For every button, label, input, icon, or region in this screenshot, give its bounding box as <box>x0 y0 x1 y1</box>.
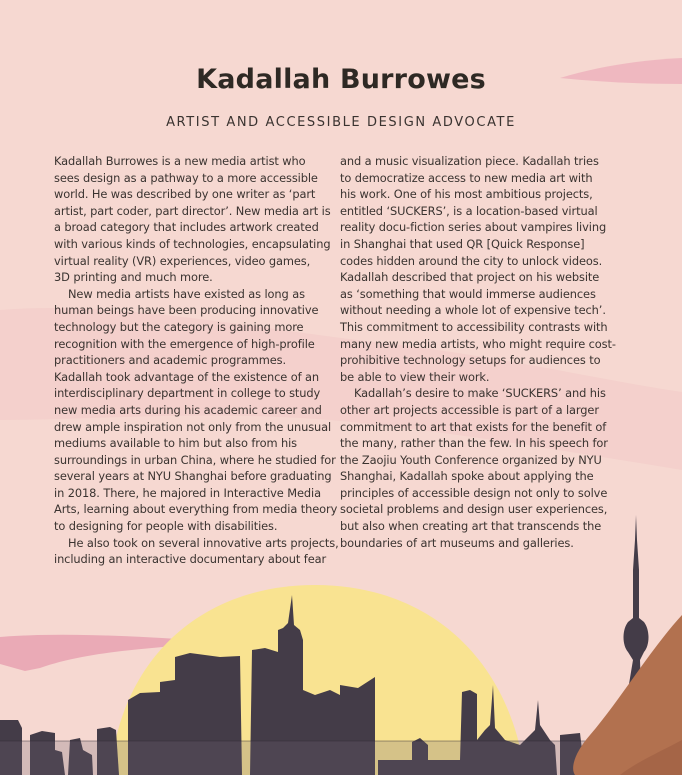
article-text-line: the Zaojiu Youth Conference organized by NYU <box>340 452 602 467</box>
article-text-line: a broad category that includes artwork created <box>54 220 319 235</box>
article-text-line: Arts, learning about everything from media theory <box>54 502 338 517</box>
article-text-line: 3D printing and much more. <box>54 270 213 285</box>
article-text-line: societal problems and design user experiences, <box>340 502 608 517</box>
article-text-line: in 2018. There, he majored in Interactive Media <box>54 485 321 500</box>
article-text-line: human beings have been producing innovative <box>54 303 319 318</box>
article-text-line: with various kinds of technologies, encapsulating <box>54 236 331 251</box>
article-text-line: entitled ‘SUCKERS’, is a location-based virtual <box>340 203 598 218</box>
article-text-line: surroundings in urban China, where he studied for <box>54 452 336 467</box>
article-text-line: as ‘something that would immerse audiences <box>340 286 596 301</box>
article-text-line: mediums available to him but also from his <box>54 436 298 451</box>
article-text-line: artist, part coder, part director’. New media art is <box>54 203 331 218</box>
article-text-line: his work. One of his most ambitious projects, <box>340 187 593 202</box>
article-text-line: but also when creating art that transcends the <box>340 519 602 534</box>
page-title: Kadallah Burrowes <box>196 64 486 95</box>
article-text-line: other art projects accessible is part of a larger <box>340 402 599 417</box>
article-text-line: technology but the category is gaining more <box>54 319 304 334</box>
article-text-line: many new media artists, who might require cost- <box>340 336 616 351</box>
article-text-line: Shanghai, Kadallah spoke about applying the <box>340 469 594 484</box>
article-text-line: He also took on several innovative arts projects, <box>68 535 339 550</box>
article-column-right <box>340 153 630 551</box>
article-text-line: boundaries of art museums and galleries. <box>340 535 574 550</box>
article-text-line: New media artists have existed as long as <box>68 286 305 301</box>
article-text-line: virtual reality (VR) experiences, video games, <box>54 253 311 268</box>
article-text-line: including an interactive documentary about fear <box>54 552 327 567</box>
article-text-line: Kadallah’s desire to make ‘SUCKERS’ and his <box>354 386 606 401</box>
article-text-line: to democratize access to new media art with <box>340 170 593 185</box>
article-text-line: several years at NYU Shanghai before graduating <box>54 469 332 484</box>
article-text-line: This commitment to accessibility contrasts with <box>340 319 608 334</box>
article-text-line: sees design as a pathway to a more accessible <box>54 170 318 185</box>
article-text-line: prohibitive technology setups for audiences to <box>340 353 601 368</box>
article-text-line: the many, rather than the few. In his speech for <box>340 436 608 451</box>
article-text-line: interdisciplinary department in college to study <box>54 386 321 401</box>
article-text-line: Kadallah took advantage of the existence of an <box>54 369 320 384</box>
article-text-line: reality docu-fiction series about vampires living <box>340 220 607 235</box>
article-text-line: world. He was described by one writer as ‘part <box>54 187 316 202</box>
article-text-line: drew ample inspiration not only from the unusual <box>54 419 332 434</box>
article-column-left <box>54 153 344 568</box>
article-text-line: commitment to art that exists for the benefit of <box>340 419 607 434</box>
article-text-line: Kadallah described that project on his website <box>340 270 600 285</box>
article-text-line: in Shanghai that used QR [Quick Response] <box>340 236 585 251</box>
article-text-line: Kadallah Burrowes is a new media artist who <box>54 154 306 168</box>
article-text-line: without needing a whole lot of expensive tech’. <box>340 303 606 318</box>
article-text-line: recognition with the emergence of high-profile <box>54 336 315 351</box>
article-text-line: to designing for people with disabilities. <box>54 519 278 534</box>
article-text-line: new media arts during his academic career and <box>54 402 322 417</box>
page-subtitle: ARTIST AND ACCESSIBLE DESIGN ADVOCATE <box>166 115 516 130</box>
article-text-line: principles of accessible design not only to solve <box>340 485 608 500</box>
article-text-line: codes hidden around the city to unlock videos. <box>340 253 603 268</box>
article-text-line: be able to view their work. <box>340 369 490 384</box>
article-text-line: practitioners and academic programmes. <box>54 353 286 368</box>
article-text-line: and a music visualization piece. Kadallah tries <box>340 154 599 168</box>
